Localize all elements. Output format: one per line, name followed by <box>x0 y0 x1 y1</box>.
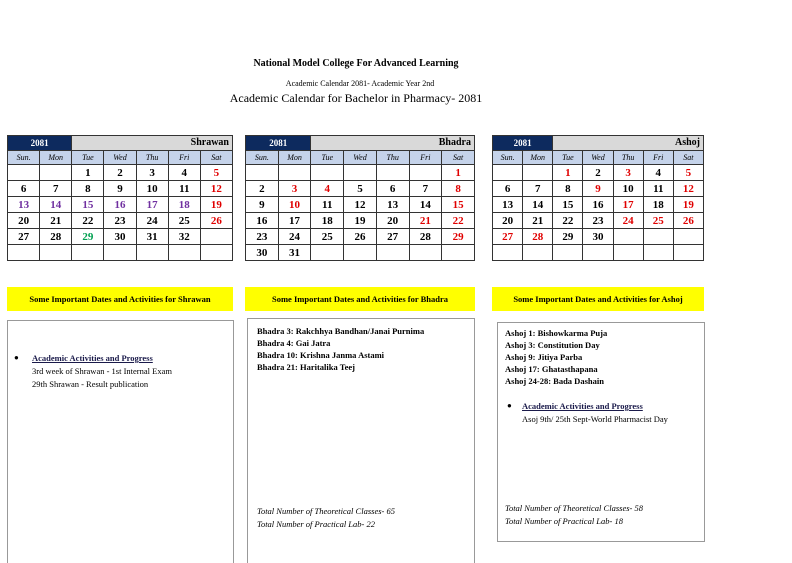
page-title: Academic Calendar for Bachelor in Pharmacy- 2081 <box>229 91 483 105</box>
day-cell: 1 <box>553 165 583 181</box>
ashoj-event-item: Ashoj 17: Ghatasthapana <box>505 364 598 374</box>
day-cell: 4 <box>168 165 200 181</box>
day-cell: 28 <box>409 229 442 245</box>
weekday-header: Fri <box>643 151 673 165</box>
weekday-header: Sat <box>442 151 475 165</box>
day-cell: 31 <box>278 245 311 261</box>
shrawan-bullet-title: Academic Activities and Progress <box>32 353 153 363</box>
day-cell <box>200 229 232 245</box>
weekday-header: Tue <box>72 151 104 165</box>
day-cell: 7 <box>523 181 553 197</box>
day-cell: 20 <box>376 213 409 229</box>
day-cell: 6 <box>376 181 409 197</box>
day-cell: 26 <box>673 213 703 229</box>
day-cell: 9 <box>246 197 279 213</box>
day-cell <box>246 165 279 181</box>
day-cell <box>40 245 72 261</box>
day-cell <box>613 245 643 261</box>
day-cell: 12 <box>200 181 232 197</box>
day-cell <box>409 245 442 261</box>
day-cell: 32 <box>168 229 200 245</box>
weekday-header: Mon <box>523 151 553 165</box>
day-cell <box>493 165 523 181</box>
day-cell: 27 <box>8 229 40 245</box>
day-cell: 9 <box>104 181 136 197</box>
day-cell: 24 <box>278 229 311 245</box>
day-cell: 12 <box>673 181 703 197</box>
day-cell: 15 <box>442 197 475 213</box>
ashoj-event-list <box>505 327 607 387</box>
day-cell <box>613 229 643 245</box>
day-cell: 19 <box>344 213 377 229</box>
day-cell: 4 <box>643 165 673 181</box>
day-cell <box>523 245 553 261</box>
ashoj-pharmacist-day: Asoj 9th/ 25th Sept-World Pharmacist Day <box>522 414 668 424</box>
weekday-header: Thu <box>376 151 409 165</box>
weekday-header: Tue <box>553 151 583 165</box>
day-cell: 7 <box>40 181 72 197</box>
day-cell <box>344 165 377 181</box>
day-cell: 21 <box>409 213 442 229</box>
day-cell <box>72 245 104 261</box>
day-cell: 14 <box>409 197 442 213</box>
weekday-header: Fri <box>168 151 200 165</box>
day-cell: 16 <box>104 197 136 213</box>
day-cell: 26 <box>200 213 232 229</box>
day-cell: 3 <box>278 181 311 197</box>
day-cell <box>8 245 40 261</box>
calendar-line: Academic Calendar 2081- Academic Year 2nd <box>285 79 435 88</box>
weekday-header: Sun. <box>8 151 40 165</box>
day-cell: 10 <box>136 181 168 197</box>
day-cell: 2 <box>583 165 613 181</box>
weekday-header: Wed <box>344 151 377 165</box>
day-cell: 20 <box>8 213 40 229</box>
day-cell: 31 <box>136 229 168 245</box>
bhadra-event-item: Bhadra 3: Rakchhya Bandhan/Janai Purnima <box>257 326 425 336</box>
day-cell <box>200 245 232 261</box>
day-cell <box>493 245 523 261</box>
month-label: Shrawan <box>72 136 233 151</box>
ashoj-event-item: Ashoj 3: Constitution Day <box>505 340 600 350</box>
day-cell <box>136 245 168 261</box>
bhadra-total-practical: Total Number of Practical Lab- 22 <box>257 519 375 529</box>
day-cell: 20 <box>493 213 523 229</box>
weekday-header: Thu <box>136 151 168 165</box>
day-cell <box>40 165 72 181</box>
day-cell: 16 <box>246 213 279 229</box>
calendar-ashoj <box>492 135 704 261</box>
day-cell: 29 <box>553 229 583 245</box>
year-label: 2081 <box>8 136 72 151</box>
day-cell: 17 <box>136 197 168 213</box>
day-cell: 19 <box>200 197 232 213</box>
day-cell: 15 <box>72 197 104 213</box>
shrawan-line-1: 3rd week of Shrawan - 1st Internal Exam <box>32 366 172 376</box>
month-label: Bhadra <box>311 136 475 151</box>
day-cell <box>376 165 409 181</box>
day-cell: 25 <box>168 213 200 229</box>
day-cell: 12 <box>344 197 377 213</box>
day-cell: 27 <box>493 229 523 245</box>
ashoj-event-item: Ashoj 1: Bishowkarma Puja <box>505 328 608 338</box>
day-cell: 29 <box>72 229 104 245</box>
weekday-header: Tue <box>311 151 344 165</box>
day-cell: 11 <box>643 181 673 197</box>
day-cell: 30 <box>583 229 613 245</box>
day-cell: 22 <box>72 213 104 229</box>
day-cell: 2 <box>104 165 136 181</box>
day-cell: 29 <box>442 229 475 245</box>
day-cell <box>168 245 200 261</box>
year-label: 2081 <box>246 136 311 151</box>
bhadra-total-theory: Total Number of Theoretical Classes- 65 <box>257 506 395 516</box>
day-cell: 1 <box>72 165 104 181</box>
day-cell: 19 <box>673 197 703 213</box>
bhadra-event-item: Bhadra 4: Gai Jatra <box>257 338 331 348</box>
bhadra-event-item: Bhadra 10: Krishna Janma Astami <box>257 350 385 360</box>
day-cell: 4 <box>311 181 344 197</box>
weekday-header: Sat <box>200 151 232 165</box>
day-cell: 30 <box>104 229 136 245</box>
day-cell: 24 <box>136 213 168 229</box>
bhadra-heading: Some Important Dates and Activities for Bhadra <box>245 287 475 311</box>
day-cell: 5 <box>344 181 377 197</box>
day-cell: 30 <box>246 245 279 261</box>
day-cell: 5 <box>200 165 232 181</box>
day-cell <box>409 165 442 181</box>
day-cell: 9 <box>583 181 613 197</box>
day-cell: 15 <box>553 197 583 213</box>
day-cell: 8 <box>442 181 475 197</box>
day-cell: 21 <box>523 213 553 229</box>
day-cell: 11 <box>311 197 344 213</box>
weekday-header: Sat <box>673 151 703 165</box>
day-cell: 14 <box>523 197 553 213</box>
day-cell: 17 <box>613 197 643 213</box>
day-cell: 8 <box>553 181 583 197</box>
day-cell: 22 <box>553 213 583 229</box>
day-cell <box>344 245 377 261</box>
day-cell: 21 <box>40 213 72 229</box>
day-cell: 18 <box>168 197 200 213</box>
weekday-header: Sun. <box>246 151 279 165</box>
day-cell: 23 <box>246 229 279 245</box>
day-cell <box>643 229 673 245</box>
day-cell: 16 <box>583 197 613 213</box>
ashoj-total-practical: Total Number of Practical Lab- 18 <box>505 516 623 526</box>
bhadra-activities-box <box>247 318 475 563</box>
bhadra-event-list <box>257 325 424 373</box>
calendar-bhadra <box>245 135 475 261</box>
day-cell <box>553 245 583 261</box>
day-cell <box>442 245 475 261</box>
day-cell: 14 <box>40 197 72 213</box>
day-cell: 26 <box>344 229 377 245</box>
day-cell: 13 <box>493 197 523 213</box>
bullet-icon: ● <box>507 401 512 410</box>
day-cell: 23 <box>104 213 136 229</box>
shrawan-heading: Some Important Dates and Activities for Shrawan <box>7 287 233 311</box>
day-cell: 13 <box>8 197 40 213</box>
day-cell: 6 <box>8 181 40 197</box>
day-cell <box>311 165 344 181</box>
weekday-header: Thu <box>613 151 643 165</box>
day-cell: 11 <box>168 181 200 197</box>
day-cell <box>104 245 136 261</box>
ashoj-heading: Some Important Dates and Activities for Ashoj <box>492 287 704 311</box>
day-cell: 10 <box>278 197 311 213</box>
day-cell: 25 <box>311 229 344 245</box>
year-label: 2081 <box>493 136 553 151</box>
day-cell: 22 <box>442 213 475 229</box>
day-cell <box>673 229 703 245</box>
weekday-header: Wed <box>104 151 136 165</box>
day-cell: 1 <box>442 165 475 181</box>
weekday-header: Mon <box>278 151 311 165</box>
day-cell: 28 <box>40 229 72 245</box>
ashoj-activities-box <box>497 322 705 542</box>
day-cell <box>8 165 40 181</box>
month-label: Ashoj <box>553 136 704 151</box>
weekday-header: Mon <box>40 151 72 165</box>
day-cell <box>583 245 613 261</box>
day-cell: 17 <box>278 213 311 229</box>
bullet-icon: ● <box>14 353 19 362</box>
calendar-shrawan <box>7 135 233 261</box>
college-name: National Model College For Advanced Learning <box>253 58 459 69</box>
day-cell: 8 <box>72 181 104 197</box>
ashoj-event-item: Ashoj 24-28: Bada Dashain <box>505 376 604 386</box>
day-cell <box>376 245 409 261</box>
day-cell: 3 <box>613 165 643 181</box>
weekday-header: Fri <box>409 151 442 165</box>
day-cell: 6 <box>493 181 523 197</box>
day-cell: 18 <box>311 213 344 229</box>
day-cell: 18 <box>643 197 673 213</box>
day-cell <box>673 245 703 261</box>
day-cell: 10 <box>613 181 643 197</box>
shrawan-line-2: 29th Shrawan - Result publication <box>32 379 149 389</box>
weekday-header: Sun. <box>493 151 523 165</box>
day-cell <box>523 165 553 181</box>
day-cell <box>311 245 344 261</box>
day-cell: 24 <box>613 213 643 229</box>
day-cell: 25 <box>643 213 673 229</box>
day-cell <box>278 165 311 181</box>
weekday-header: Wed <box>583 151 613 165</box>
ashoj-total-theory: Total Number of Theoretical Classes- 58 <box>505 503 643 513</box>
ashoj-bullet-title: Academic Activities and Progress <box>522 401 643 411</box>
day-cell: 13 <box>376 197 409 213</box>
day-cell: 23 <box>583 213 613 229</box>
bhadra-event-item: Bhadra 21: Haritalika Teej <box>257 362 355 372</box>
day-cell <box>643 245 673 261</box>
shrawan-activities-box <box>7 320 234 563</box>
ashoj-event-item: Ashoj 9: Jitiya Parba <box>505 352 583 362</box>
day-cell: 27 <box>376 229 409 245</box>
day-cell: 28 <box>523 229 553 245</box>
day-cell: 5 <box>673 165 703 181</box>
day-cell: 7 <box>409 181 442 197</box>
day-cell: 3 <box>136 165 168 181</box>
day-cell: 2 <box>246 181 279 197</box>
